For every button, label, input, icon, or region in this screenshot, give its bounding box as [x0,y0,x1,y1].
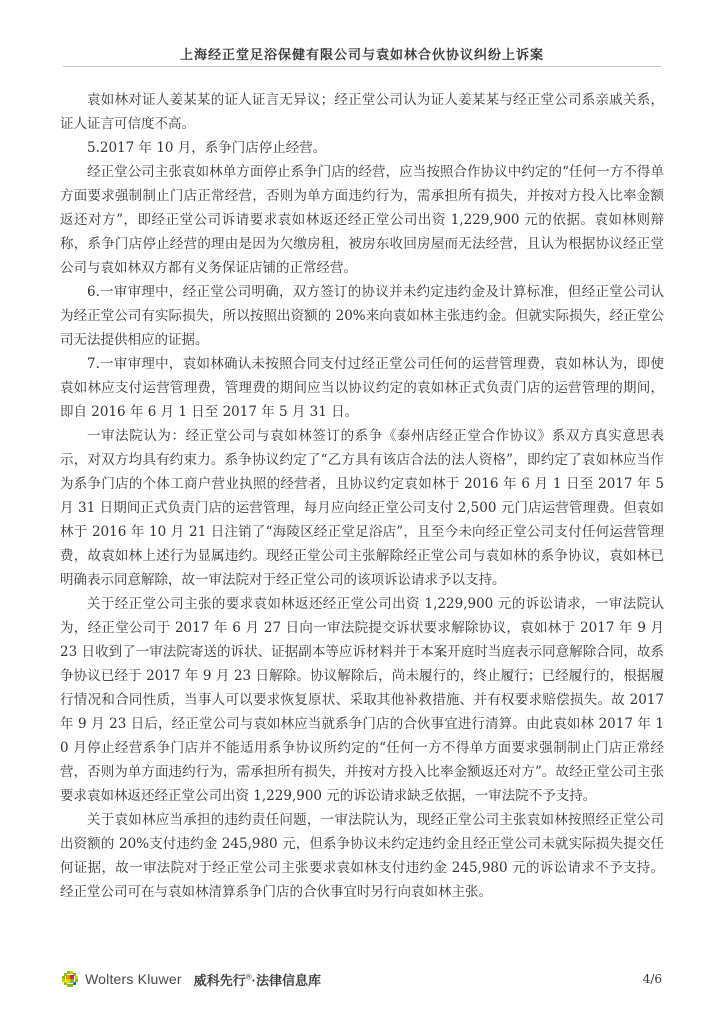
paragraph: 经正堂公司主张袁如林单方面停止系争门店的经营，应当按照合作协议中约定的“任何一方不得单方面要求强制制止门店正常经营，否则为单方面违约行为，需承担所有损失，并按对方投入比率金额返还对方”，即经正堂公司诉请要求袁如林返还经正堂公司出资 1,229,900 元的依据。袁如林则辩称，系争门店停止经营的理由是因为欠缴房租，被房东收回房屋而无法经营，且认为根据协议经正堂公司与袁如林双方都有义务保证店铺的正常经营。 [60,164,664,276]
doc-body [60,88,664,904]
brand-wordmark: Wolters Kluwer [85,971,182,987]
paragraph: 6.一审审理中，经正堂公司明确，双方签订的协议并未约定违约金及计算标准，但经正堂公司认为经正堂公司有实际损失，所以按照出资额的 20%来向袁如林主张违约金。但就实际损失，经正堂公司无法提供相应的证据。 [60,284,664,348]
product-name: 威科先行 [193,972,246,988]
page-title: 上海经正堂足浴保健有限公司与袁如林合伙协议纠纷上诉案 [179,48,544,63]
paragraph: 5.2017 年 10 月，系争门店停止经营。 [87,140,327,156]
header-divider [63,66,661,67]
paragraph: 袁如林对证人姜某某的证人证言无异议；经正堂公司认为证人姜某某与经正堂公司系亲戚关系，证人证言可信度不高。 [60,92,664,132]
paragraph: 关于经正堂公司主张的要求袁如林返还经正堂公司出资 1,229,900 元的诉讼请求，一审法院认为，经正堂公司于 2017 年 6 月 27 日向一审法院提交诉状要求解除协议，袁如林于 2017 年 9 月 23 日收到了一审法院寄送的诉状、证据副本等应诉材料并于本案开庭时当庭表示同意解除合同，故系争协议已经于 2017 年 9 月 23 日解除。协议解除后，尚未履行的，终止履行；已经履行的，根据履行情况和合同性质，当事人可以要求恢复原状、采取其他补救措施、并有权要求赔偿损失。故 2017 年 9 月 23 日后，经正堂公司与袁如林应当就系争门店的合伙事宜进行清算。由此袁如林 2017 年 10 月停止经营系争门店并不能适用系争协议所约定的“任何一方不得单方面要求强制制止门店正常经营，否则为单方面违约行为，需承担所有损失，并按对方投入比率金额返还对方”。故经正堂公司主张要求袁如林返还经正堂公司出资 1,229,900 元的诉讼请求缺乏依据，一审法院不予支持。 [60,596,664,804]
registered-mark: ® [245,972,252,982]
product-label [194,970,321,989]
paragraph: 一审法院认为：经正堂公司与袁如林签订的系争《泰州店经正堂合作协议》系双方真实意思表示，对双方均具有约束力。系争协议约定了“乙方具有该店合法的法人资格”，即约定了袁如林应当作为系争门店的个体工商户营业执照的经营者，且协议约定袁如林于 2016 年 6 月 1 日至 2017 年 5 月 31 日期间正式负责门店的运营管理，每月应向经正堂公司支付 2,500 元门店运营管理费。但袁如林于 2016 年 10 月 21 日注销了“海陵区经正堂足浴店”，且至今未向经正堂公司支付任何运营管理费，故袁如林上述行为显属违约。现经正堂公司主张解除经正堂公司与袁如林的系争协议，袁如林已明确表示同意解除，故一审法院对于经正堂公司的该项诉讼请求予以支持。 [60,428,664,588]
doc-header [62,44,662,63]
product-suffix: ·法律信息库 [251,972,321,988]
paragraph: 关于袁如林应当承担的违约责任问题，一审法院认为，现经正堂公司主张袁如林按照经正堂公司出资额的 20%支付违约金 245,980 元，但系争协议未约定违约金且经正堂公司未就实际损失提交任何证据，故一审法院对于经正堂公司主张要求袁如林支付违约金 245,980 元的诉讼请求不予支持。经正堂公司可在与袁如林清算系争门店的合伙事宜时另行向袁如林主张。 [60,812,664,900]
paragraph: 7.一审审理中，袁如林确认未按照合同支付过经正堂公司任何的运营管理费，袁如林认为，即使袁如林应支付运营管理费，管理费的期间应当以协议约定的袁如林正式负责门店的运营管理的期间，即自 2016 年 6 月 1 日至 2017 年 5 月 31 日。 [60,356,664,420]
doc-footer [62,968,662,990]
page-number: 4/6 [642,972,662,986]
wolters-kluwer-logo-icon [62,971,78,987]
